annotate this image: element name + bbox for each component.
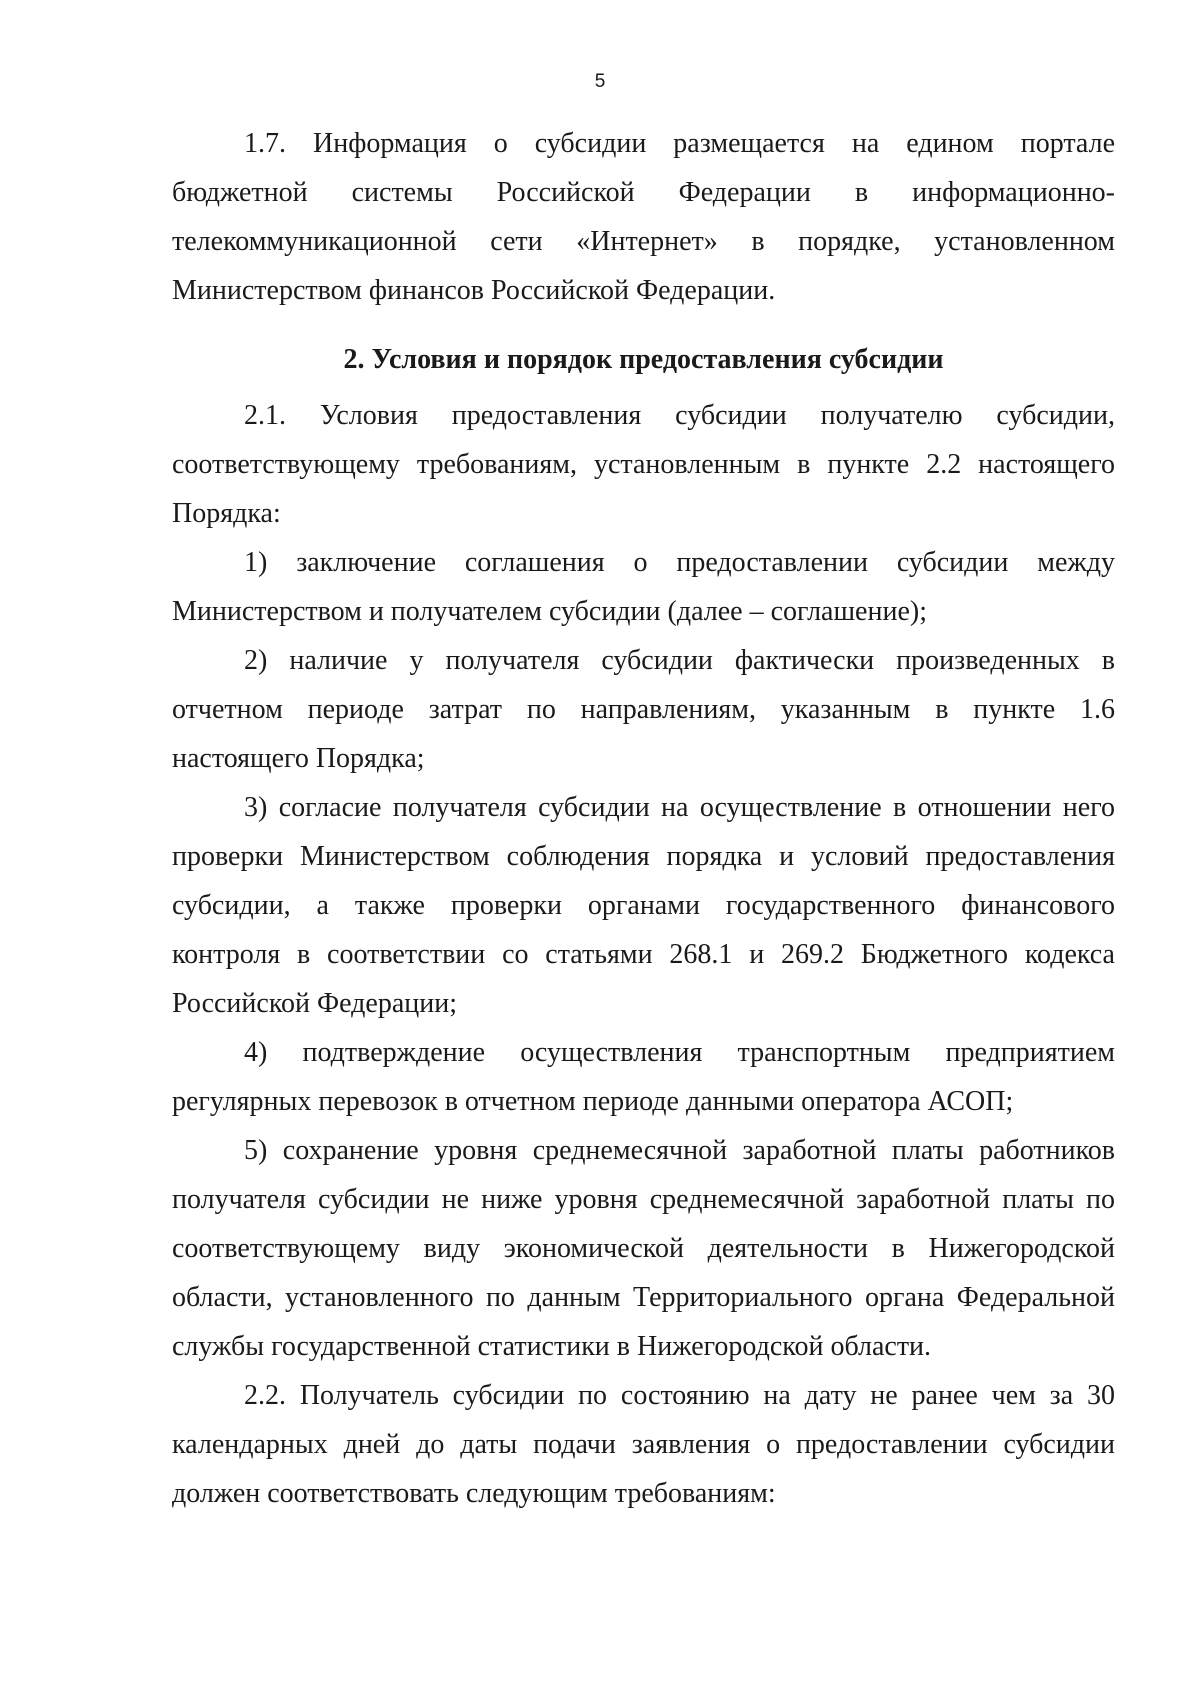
list-item-5: 5) сохранение уровня среднемесячной заработной платы работников получателя субсидии не ниже уровня среднемесячной заработной платы по соответствующему виду экономической деятельности в Нижегородской области, установленного по данным Территориального органа Федеральной службы государственной статистики в Нижегородской области. <box>172 1135 1115 1362</box>
list-item-3: 3) согласие получателя субсидии на осуществление в отношении него проверки Министерством соблюдения порядка и условий предоставления субсидии, а также проверки органами государственного финансового контроля в соответствии со статьями 268.1 и 269.2 Бюджетного кодекса Российской Федерации; <box>172 792 1115 1019</box>
paragraph-2-2: 2.2. Получатель субсидии по состоянию на дату не ранее чем за 30 календарных дней до даты подачи заявления о предоставлении субсидии должен соответствовать следующим требованиям: <box>172 1380 1115 1509</box>
paragraph-1-7: 1.7. Информация о субсидии размещается на едином портале бюджетной системы Российской Федерации в информационно-телекоммуникационной сети «Интернет» в порядке, установленном Министерством финансов Российской Федерации. <box>172 128 1115 306</box>
list-item-4: 4) подтверждение осуществления транспортным предприятием регулярных перевозок в отчетном периоде данными оператора АСОП; <box>172 1037 1115 1117</box>
list-item-1: 1) заключение соглашения о предоставлении субсидии между Министерством и получателем субсидии (далее – соглашение); <box>172 547 1115 627</box>
section-heading: 2. Условия и порядок предоставления субсидии <box>343 344 944 375</box>
document-body <box>172 119 1115 1518</box>
list-item-2: 2) наличие у получателя субсидии фактически произведенных в отчетном периоде затрат по направлениям, указанным в пункте 1.6 настоящего Порядка; <box>172 645 1115 774</box>
paragraph-2-1: 2.1. Условия предоставления субсидии получателю субсидии, соответствующему требованиям, установленным в пункте 2.2 настоящего Порядка: <box>172 400 1115 529</box>
page-number: 5 <box>594 71 606 92</box>
